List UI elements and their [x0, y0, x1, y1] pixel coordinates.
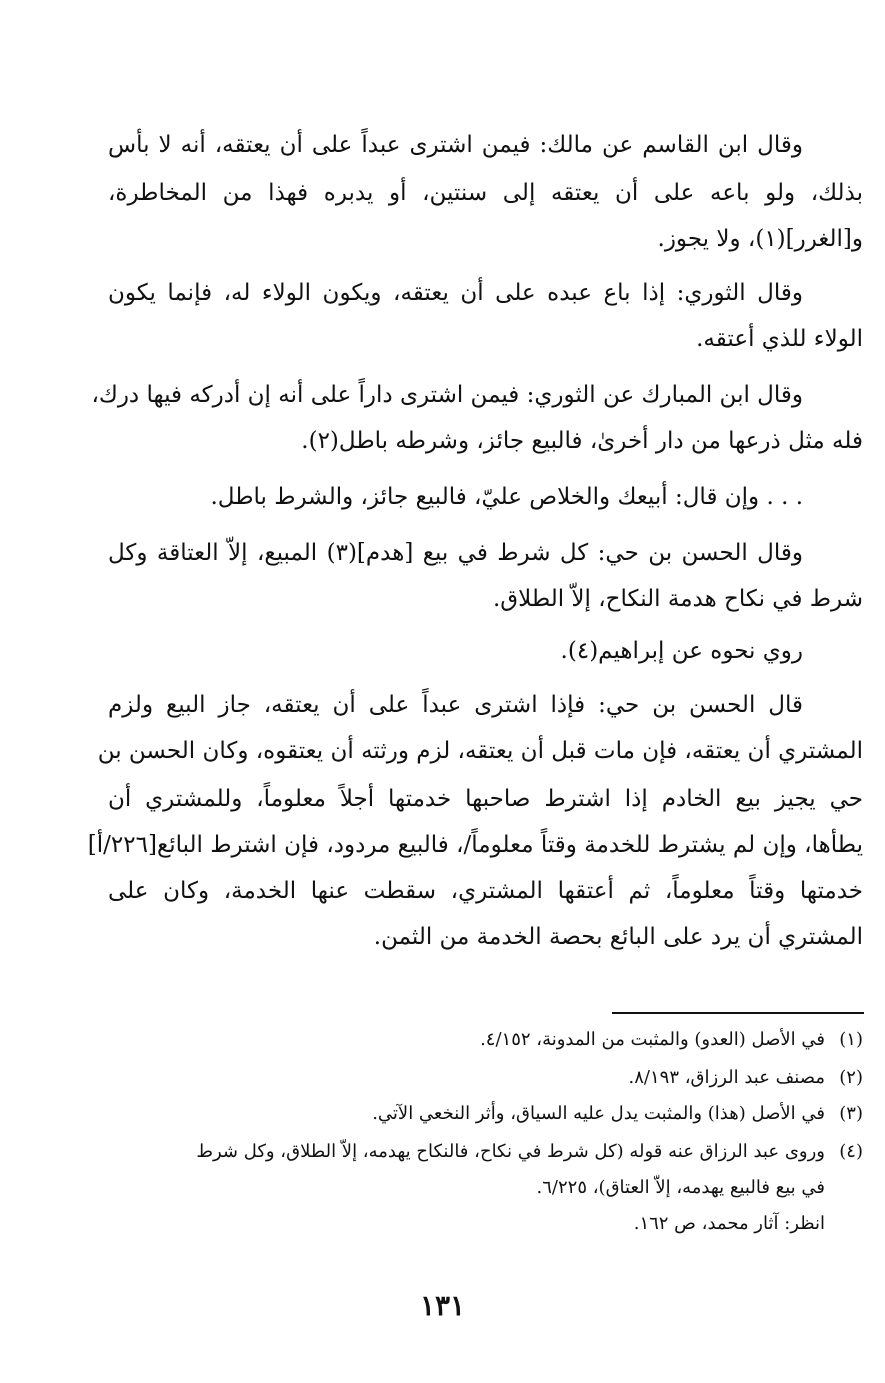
footnote-text: وروى عبد الرزاق عنه قوله (كل شرط في نكاح، فالنكاح يهدمه، إلاّ الطلاق، وكل شرط	[196, 1141, 825, 1162]
body-line: وقال الحسن بن حي: كل شرط في بيع [هدم](٣) المبيع، إلاّ العتاقة وكل	[108, 540, 803, 566]
footnote-separator	[612, 1012, 864, 1014]
page-number: ١٣١	[419, 1289, 466, 1322]
footnote-3	[108, 1100, 863, 1128]
footnote-2	[108, 1064, 863, 1092]
body-line: المشتري أن يعتقه، فإن مات قبل أن يعتقه، لزم ورثته أن يعتقوه، وكان الحسن بن	[97, 738, 863, 764]
body-line: خدمتها وقتاً معلوماً، ثم أعتقها المشتري، سقطت عنها الخدمة، وكان على	[108, 878, 863, 904]
footnote-text: في الأصل (العدو) والمثبت من المدونة، ٤/١٥٢.	[480, 1029, 825, 1050]
body-line: فله مثل ذرعها من دار أخرىٰ، فالبيع جائز، وشرطه باطل(٢).	[301, 428, 863, 454]
footnote-text: في الأصل (هذا) والمثبت يدل عليه السياق، وأثر النخعي الآتي.	[372, 1103, 825, 1124]
footnote-number: (٣)	[839, 1103, 863, 1124]
body-line: وقال ابن المبارك عن الثوري: فيمن اشترى داراً على أنه إن أدركه فيها درك،	[91, 382, 803, 408]
footnote-4-reference: انظر: آثار محمد، ص ١٦٢.	[633, 1213, 825, 1234]
body-line: . . . وإن قال: أبيعك والخلاص عليّ، فالبيع جائز، والشرط باطل.	[210, 484, 803, 510]
body-line: بذلك، ولو باعه على أن يعتقه إلى سنتين، أو يدبره فهذا من المخاطرة،	[108, 180, 863, 206]
body-line: الولاء للذي أعتقه.	[696, 326, 863, 352]
body-line: المشتري أن يرد على البائع بحصة الخدمة من الثمن.	[373, 924, 863, 950]
footnote-number: (٤)	[839, 1141, 863, 1162]
body-line: يطأها، وإن لم يشترط للخدمة وقتاً معلوماً/، فالبيع مردود، فإن اشترط البائع[٢٢٦/أ]	[87, 832, 863, 858]
body-line: و[الغرر](١)، ولا يجوز.	[657, 226, 863, 252]
footnote-text: مصنف عبد الرزاق، ٨/١٩٣.	[628, 1067, 825, 1088]
body-line: حي يجيز بيع الخادم إذا اشترط صاحبها خدمتها أجلاً معلوماً، وللمشتري أن	[108, 786, 863, 812]
footnote-4	[108, 1138, 863, 1166]
footnote-1	[108, 1026, 863, 1054]
body-line: روي نحوه عن إبراهيم(٤).	[560, 638, 803, 664]
footnote-4-continuation: في بيع فالبيع يهدمه، إلاّ العتاق)، ٦/٢٢٥.	[536, 1177, 825, 1198]
body-line: وقال ابن القاسم عن مالك: فيمن اشترى عبداً على أن يعتقه، أنه لا بأس	[108, 132, 803, 158]
body-line: قال الحسن بن حي: فإذا اشترى عبداً على أن يعتقه، جاز البيع ولزم	[108, 692, 803, 718]
footnote-number: (٢)	[839, 1067, 863, 1088]
body-line: وقال الثوري: إذا باع عبده على أن يعتقه، ويكون الولاء له، فإنما يكون	[108, 280, 803, 306]
footnote-number: (١)	[839, 1029, 863, 1050]
body-line: شرط في نكاح هدمة النكاح، إلاّ الطلاق.	[492, 586, 863, 612]
